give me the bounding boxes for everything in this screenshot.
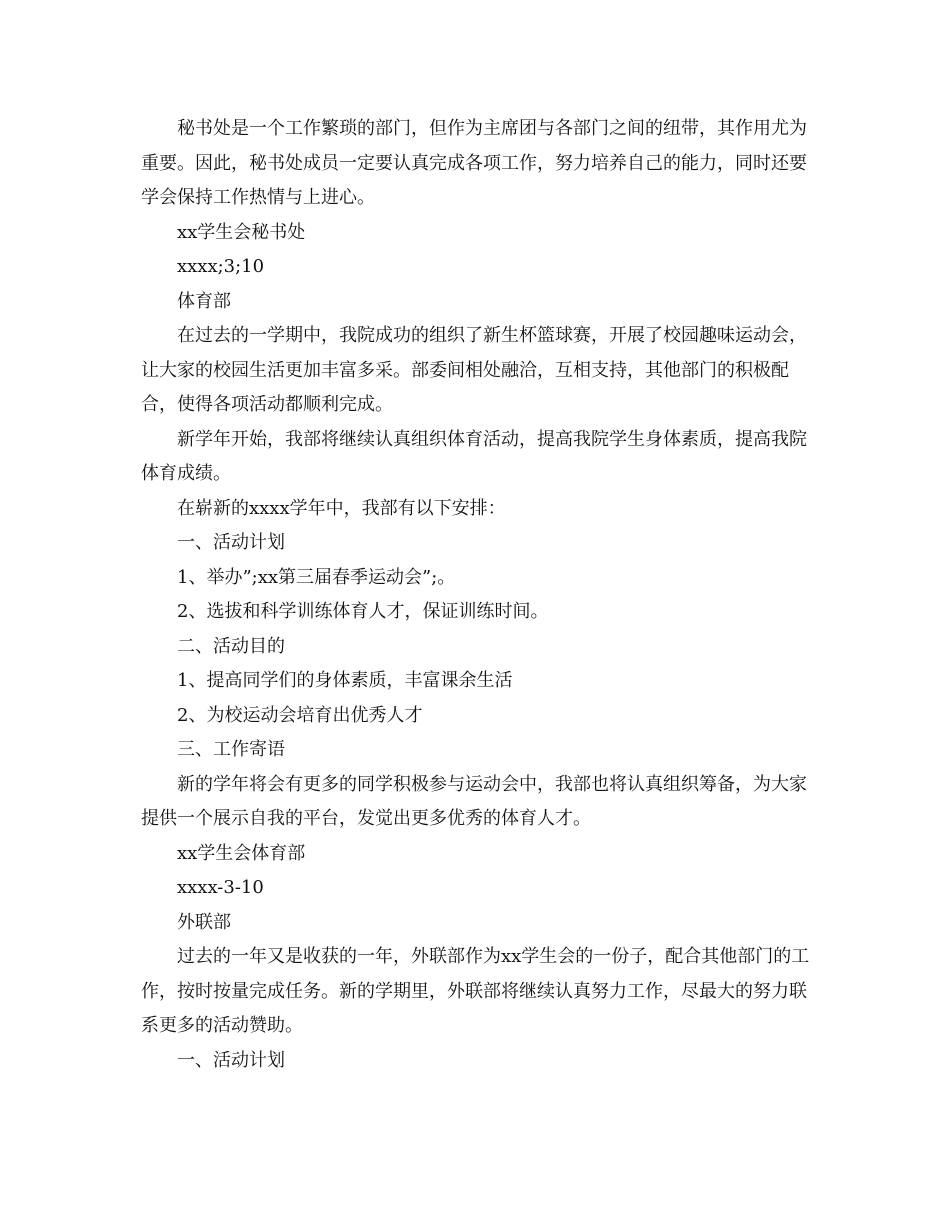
date-secretariat: xxxx;3;10 bbox=[177, 256, 265, 277]
date-sports: xxxx-3-10 bbox=[177, 877, 264, 898]
list-heading-external-activity-plan: 一、活动计划 bbox=[177, 1049, 285, 1071]
paragraph-secretariat-summary: 秘书处是一个工作繁琐的部门，但作为主席团与各部门之间的纽带，其作用尤为重要。因此，秘书处成员一定要认真完成各项工作，努力培养自己的能力，同时还要学会保持工作热情与上进心。 bbox=[141, 118, 807, 208]
list-heading-activity-purpose: 二、活动目的 bbox=[177, 635, 285, 657]
list-heading-activity-plan: 一、活动计划 bbox=[177, 532, 285, 553]
list-item-plan-1: 1、举办”;xx第三届春季运动会”;。 bbox=[177, 566, 456, 588]
section-heading-sports: 体育部 bbox=[177, 290, 231, 312]
signature-secretariat: xx学生会秘书处 bbox=[177, 221, 306, 243]
list-item-purpose-1: 1、提高同学们的身体素质，丰富课余生活 bbox=[177, 670, 513, 691]
signature-sports: xx学生会体育部 bbox=[177, 842, 306, 864]
paragraph-sports-review: 在过去的一学期中，我院成功的组织了新生杯篮球赛，开展了校园趣味运动会，让大家的校园生活更加丰富多采。部委间相处融洽，互相支持，其他部门的积极配合，使得各项活动都顺利完成。 bbox=[141, 325, 807, 415]
section-heading-external-relations: 外联部 bbox=[177, 911, 231, 933]
paragraph-external-relations-review: 过去的一年又是收获的一年，外联部作为xx学生会的一份子，配合其他部门的工作，按时按量完成任务。新的学期里，外联部将继续认真努力工作，尽最大的努力联系更多的活动赞助。 bbox=[141, 946, 810, 1036]
paragraph-sports-goals: 新学年开始，我部将继续认真组织体育活动，提高我院学生身体素质，提高我院体育成绩。 bbox=[141, 428, 807, 484]
list-item-plan-2: 2、选拔和科学训练体育人才，保证训练时间。 bbox=[177, 601, 549, 622]
document-body bbox=[141, 112, 816, 1078]
paragraph-sports-message: 新的学年将会有更多的同学积极参与运动会中，我部也将认真组织筹备，为大家提供一个展示自我的平台，发觉出更多优秀的体育人才。 bbox=[141, 773, 807, 829]
list-heading-work-message: 三、工作寄语 bbox=[177, 739, 285, 760]
paragraph-sports-arrangement: 在崭新的xxxx学年中，我部有以下安排： bbox=[177, 497, 506, 519]
list-item-purpose-2: 2、为校运动会培育出优秀人才 bbox=[177, 704, 423, 726]
